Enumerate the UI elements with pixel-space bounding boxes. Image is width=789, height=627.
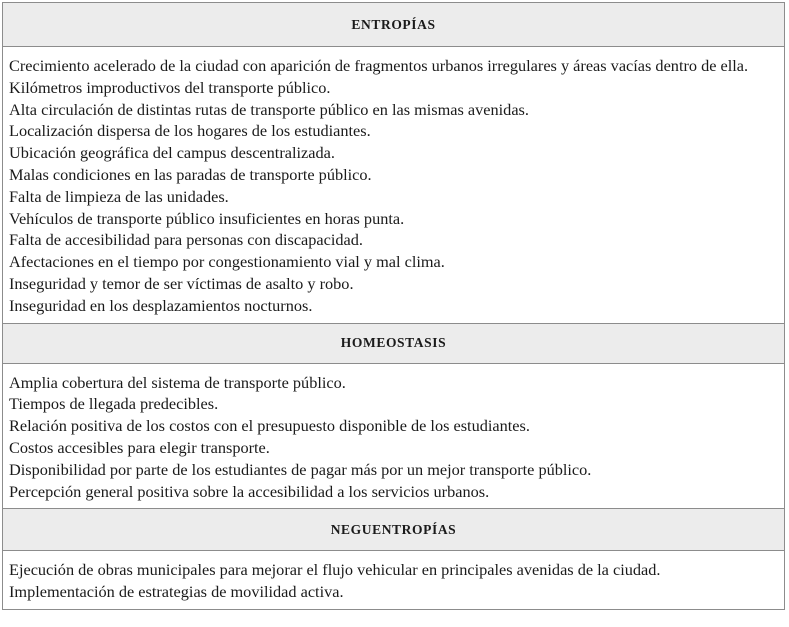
list-item: Crecimiento acelerado de la ciudad con aparición de fragmentos urbanos irregulares y áreas vacías dentro de ella. <box>9 56 749 75</box>
list-item: Inseguridad en los desplazamientos nocturnos. <box>9 295 313 315</box>
list-item: Disponibilidad por parte de los estudiantes de pagar más por un mejor transporte público. <box>9 459 592 479</box>
section-header-row <box>3 323 785 363</box>
list-item: Costos accesibles para elegir transporte. <box>9 437 270 457</box>
section-items-homeostasis <box>3 363 785 509</box>
list-item: Ubicación geográfica del campus descentralizada. <box>9 143 335 163</box>
section-items-neguentropias <box>3 551 785 610</box>
list-item: Tiempos de llegada predecibles. <box>9 394 219 414</box>
list-item: Afectaciones en el tiempo por congestionamiento vial y mal clima. <box>9 252 445 272</box>
list-item: Amplia cobertura del sistema de transporte público. <box>9 372 346 392</box>
list-item: Malas condiciones en las paradas de transporte público. <box>9 164 372 184</box>
list-item: Relación positiva de los costos con el presupuesto disponible de los estudiantes. <box>9 416 530 436</box>
list-item: Falta de limpieza de las unidades. <box>9 186 229 206</box>
list-item: Percepción general positiva sobre la accesibilidad a los servicios urbanos. <box>9 481 490 501</box>
section-header-row <box>3 3 785 47</box>
list-item: Alta circulación de distintas rutas de transporte público en las mismas avenidas. <box>9 99 529 119</box>
section-body-row <box>3 551 785 610</box>
list-item: Vehículos de transporte público insuficientes en horas punta. <box>9 208 405 228</box>
list-item: Kilómetros improductivos del transporte público. <box>9 77 331 97</box>
list-item: Falta de accesibilidad para personas con discapacidad. <box>9 230 363 250</box>
section-body-row <box>3 47 785 324</box>
section-header-row <box>3 509 785 551</box>
section-items-entropias <box>3 47 785 324</box>
list-item: Localización dispersa de los hogares de los estudiantes. <box>9 121 371 141</box>
classification-table <box>2 2 785 610</box>
section-title-neguentropias: NEGUENTROPÍAS <box>3 509 785 551</box>
list-item: Inseguridad y temor de ser víctimas de asalto y robo. <box>9 273 354 293</box>
section-title-homeostasis: HOMEOSTASIS <box>3 323 785 363</box>
section-title-entropias: ENTROPÍAS <box>3 3 785 47</box>
list-item: Implementación de estrategias de movilidad activa. <box>9 582 344 602</box>
section-body-row <box>3 363 785 509</box>
list-item: Ejecución de obras municipales para mejorar el flujo vehicular en principales avenidas de la ciudad. <box>9 560 661 580</box>
